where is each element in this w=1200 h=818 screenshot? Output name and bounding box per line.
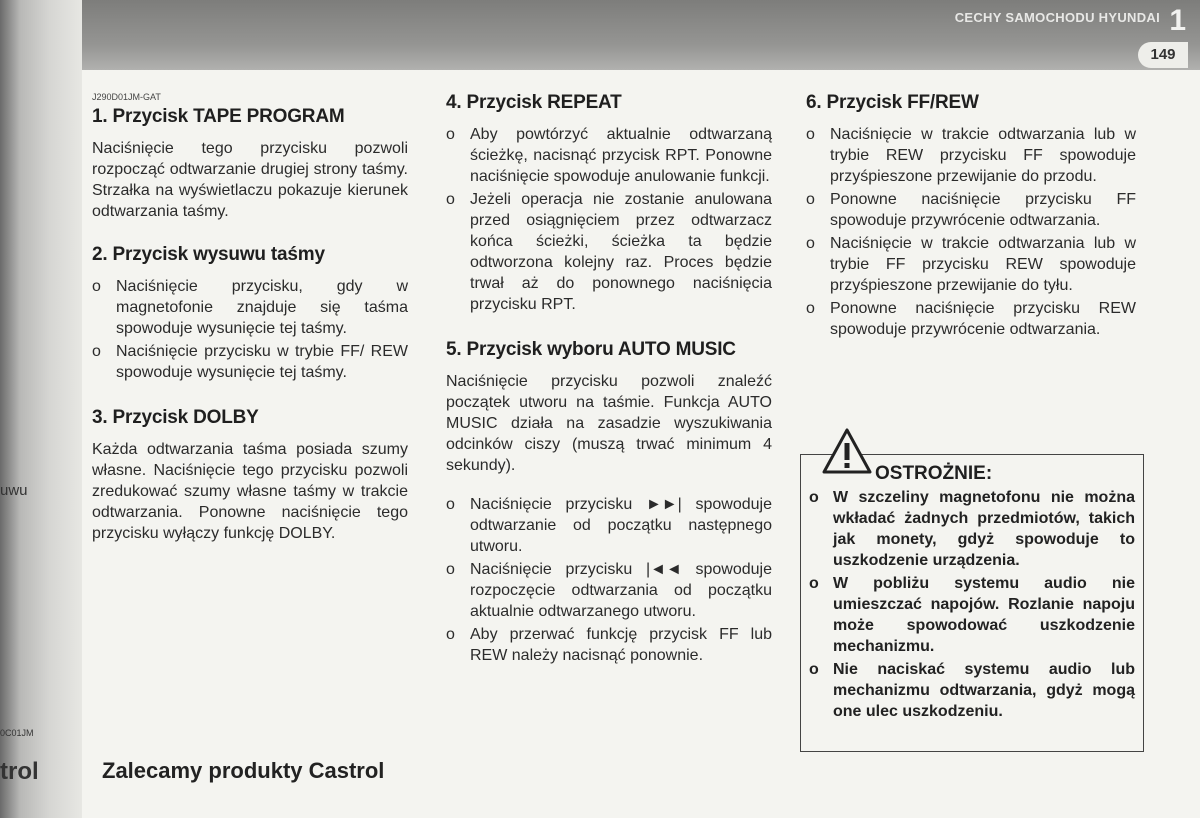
section-4-list	[446, 124, 772, 315]
section-code: J290D01JM-GAT	[92, 92, 161, 102]
list-item: o Naciśnięcie przycisku |◄◄ spowoduje rozpoczęcie odtwarzania od początku aktualnie odtwarzanego utworu.	[446, 559, 772, 622]
page-number: 149	[1138, 42, 1188, 68]
list-item: o Naciśnięcie przycisku ►►| spowoduje odtwarzanie od początku następnego utworu.	[446, 494, 772, 557]
edge-word-1: uwu	[0, 482, 28, 499]
warning-box	[800, 454, 1144, 752]
list-item: o Jeżeli operacja nie zostanie anulowana przed osiągnięciem przez odtwarzacz końca ścieżki, ścieżka ta będzie odtworzona kolejny raz. Proces będzie trwał aż do ponownego naciśnięcia przycisku RPT.	[446, 189, 772, 315]
section-5-text: Naciśnięcie przycisku pozwoli znaleźć początek utworu na taśmie. Funkcja AUTO MUSIC działa na zasadzie wyszukiwania odcinków ciszy (muszą trwać minimum 4 sekundy).	[446, 373, 772, 474]
warning-triangle-icon	[821, 427, 873, 475]
page-header	[82, 0, 1200, 70]
footer-title: Zalecamy produkty Castrol	[102, 758, 385, 783]
header-title: CECHY SAMOCHODU HYUNDAI	[954, 10, 1160, 25]
section-2-list	[92, 276, 408, 383]
list-item: o Naciśnięcie w trakcie odtwarzania lub w trybie FF przycisku REW spowoduje przyśpieszone przewijanie do tyłu.	[806, 233, 1136, 296]
list-item: o Aby powtórzyć aktualnie odtwarzaną ścieżkę, nacisnąć przycisk RPT. Ponowne naciśnięcie spowoduje anulowanie funkcji.	[446, 124, 772, 187]
section-6-title: 6. Przycisk FF/REW	[806, 92, 979, 113]
section-5-title: 5. Przycisk wyboru AUTO MUSIC	[446, 339, 736, 360]
warning-list	[809, 487, 1135, 724]
column-3	[806, 92, 1136, 354]
list-item: o W pobliżu systemu audio nie umieszczać napojów. Rozlanie napoju może spowodować uszkodzenie mechanizmu.	[809, 573, 1135, 657]
list-item: o Naciśnięcie przycisku w trybie FF/ REW spowoduje wysunięcie tej taśmy.	[92, 341, 408, 383]
list-item: o Ponowne naciśnięcie przycisku REW spowoduje przywrócenie odtwarzania.	[806, 298, 1136, 340]
list-item: o Naciśnięcie w trakcie odtwarzania lub w trybie REW przycisku FF spowoduje przyśpieszone przewijanie do przodu.	[806, 124, 1136, 187]
edge-word-2: trol	[0, 758, 39, 785]
column-1	[92, 92, 408, 556]
section-6-list	[806, 124, 1136, 340]
list-item: o Aby przerwać funkcję przycisk FF lub REW należy nacisnąć ponownie.	[446, 624, 772, 666]
section-4-title: 4. Przycisk REPEAT	[446, 92, 622, 113]
section-5-list	[446, 494, 772, 666]
section-3-text: Każda odtwarzania taśma posiada szumy własne. Naciśnięcie tego przycisku pozwoli zredukować szumy własne taśmy w trakcie odtwarzania. Ponowne naciśnięcie tego przycisku wyłączy funkcję DOLBY.	[92, 441, 408, 542]
left-page-edge	[0, 0, 82, 818]
chapter-number: 1	[1169, 4, 1186, 37]
warning-title: OSTROŻNIE:	[875, 463, 993, 484]
edge-code: 0C01JM	[0, 728, 34, 738]
section-1-title: 1. Przycisk TAPE PROGRAM	[92, 106, 345, 127]
list-item: o Nie naciskać systemu audio lub mechanizmu odtwarzania, gdyż mogą one ulec uszkodzeniu.	[809, 659, 1135, 722]
list-item: o Ponowne naciśnięcie przycisku FF spowoduje przywrócenie odtwarzania.	[806, 189, 1136, 231]
list-item: o W szczeliny magnetofonu nie można wkładać żadnych przedmiotów, takich jak monety, gdyż spowoduje to uszkodzenie urządzenia.	[809, 487, 1135, 571]
section-2-title: 2. Przycisk wysuwu taśmy	[92, 244, 325, 265]
column-2	[446, 92, 772, 680]
list-item: o Naciśnięcie przycisku, gdy w magnetofonie znajduje się taśma spowoduje wysunięcie tej taśmy.	[92, 276, 408, 339]
section-1-text: Naciśnięcie tego przycisku pozwoli rozpocząć odtwarzanie drugiej strony taśmy. Strzałka na wyświetlaczu pokazuje kierunek odtwarzania taśmy.	[92, 140, 408, 220]
section-3-title: 3. Przycisk DOLBY	[92, 407, 259, 428]
